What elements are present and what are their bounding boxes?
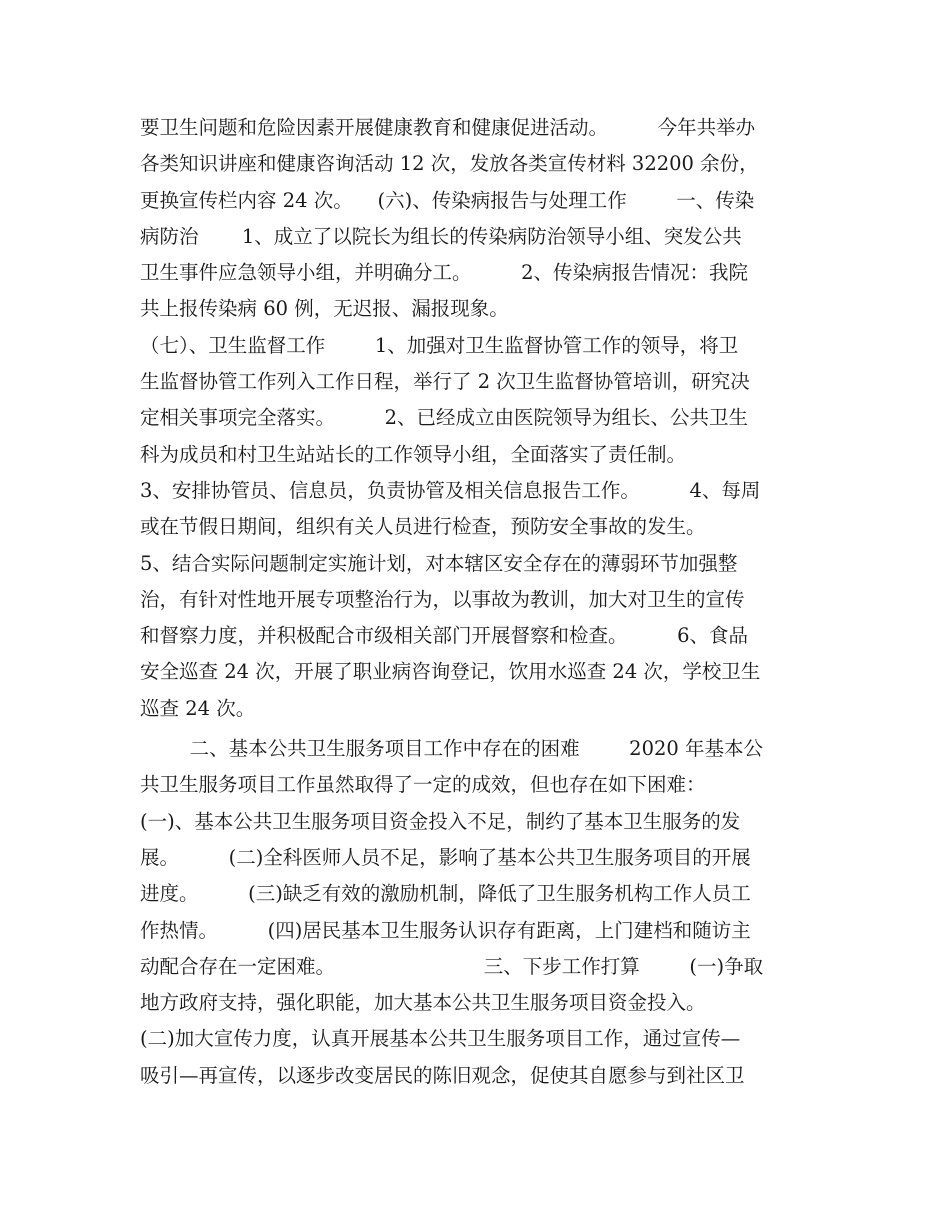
text-line: 定相关事项完全落实。 2、已经成立由医院领导为组长、公共卫生 <box>140 406 748 430</box>
text-line: 和督察力度，并积极配合市级相关部门开展督察和检查。 6、食品 <box>140 624 748 648</box>
text-line: 各类知识讲座和健康咨询活动 12 次，发放各类宣传材料 32200 余份， <box>140 152 759 176</box>
text-line: 地方政府支持，强化职能，加大基本公共卫生服务项目资金投入。 <box>140 991 706 1015</box>
text-line: 卫生事件应急领导小组，并明确分工。 2、传染病报告情况：我院 <box>140 261 748 285</box>
text-line: 更换宣传栏内容 24 次。 (六)、传染病报告与处理工作 一、传染 <box>140 188 755 212</box>
text-line: 3、安排协管员、信息员，负责协管及相关信息报告工作。 4、每周 <box>140 478 761 502</box>
text-line: 二、基本公共卫生服务项目工作中存在的困难 2020 年基本公 <box>140 737 764 761</box>
text-line: 进度。 (三)缺乏有效的激励机制，降低了卫生服务机构工作人员工 <box>140 882 751 906</box>
text-line: 病防治 1、成立了以院长为组长的传染病防治领导小组、突发公共 <box>140 224 742 248</box>
text-line: 共上报传染病 60 例，无迟报、漏报现象。 <box>140 297 509 321</box>
text-line: 5、结合实际问题制定实施计划，对本辖区安全存在的薄弱环节加强整 <box>140 551 738 575</box>
text-line: 安全巡查 24 次，开展了职业病咨询登记，饮用水巡查 24 次，学校卫生 <box>140 660 761 684</box>
text-line: 生监督协管工作列入工作日程，举行了 2 次卫生监督协管培训，研究决 <box>140 370 750 394</box>
text-line: 作热情。 (四)居民基本卫生服务认识存有距离，上门建档和随访主 <box>140 918 751 942</box>
text-line: 治，有针对性地开展专项整治行为，以事故为教训，加大对卫生的宣传 <box>140 587 745 611</box>
text-line: 巡查 24 次。 <box>140 696 256 720</box>
text-line: (一)、基本公共卫生服务项目资金投入不足，制约了基本卫生服务的发 <box>140 809 741 833</box>
body-text <box>140 110 815 1094</box>
text-line: 展。 (二)全科医师人员不足，影响了基本公共卫生服务项目的开展 <box>140 845 751 869</box>
text-line: 动配合存在一定困难。 三、下步工作打算 (一)争取 <box>140 954 764 978</box>
text-line: (二)加大宣传力度，认真开展基本公共卫生服务项目工作，通过宣传— <box>140 1027 741 1051</box>
text-line: （七）、卫生监督工作 1、加强对卫生监督协管工作的领导，将卫 <box>140 333 739 357</box>
text-line: 科为成员和村卫生站站长的工作领导小组，全面落实了责任制。 <box>140 442 687 466</box>
text-line: 共卫生服务项目工作虽然取得了一定的成效，但也存在如下困难： <box>140 773 706 797</box>
text-line: 要卫生问题和危险因素开展健康教育和健康促进活动。 今年共举办 <box>140 116 756 139</box>
text-line: 或在节假日期间，组织有关人员进行检查，预防安全事故的发生。 <box>140 515 706 539</box>
text-line: 吸引—再宣传，以逐步改变居民的陈旧观念，促使其自愿参与到社区卫 <box>140 1063 745 1087</box>
